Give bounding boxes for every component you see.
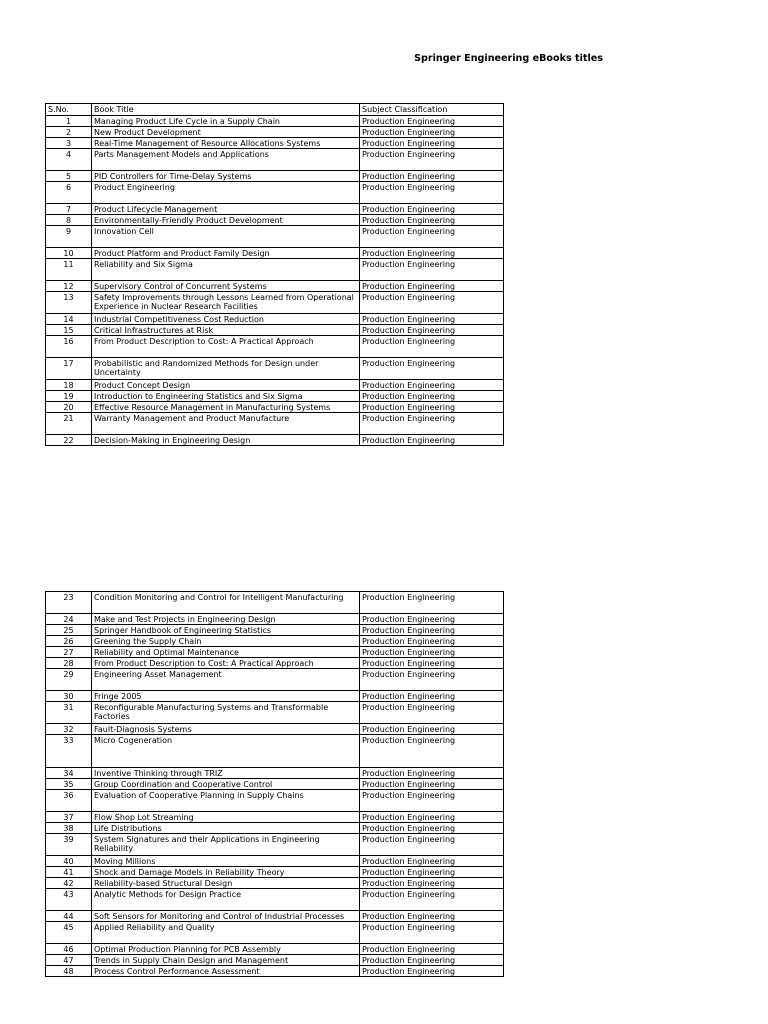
row-book-title: Fault-Diagnosis Systems [92,724,360,734]
row-sno: 20 [45,402,92,412]
row-sno: 21 [45,413,92,434]
row-subject: Production Engineering [360,171,504,181]
table-row [45,944,504,955]
table-row [45,790,504,812]
table-row [45,636,504,647]
row-sno: 31 [45,702,92,723]
row-sno: 24 [45,614,92,624]
row-subject: Production Engineering [360,116,504,126]
table-row [45,823,504,834]
table-row [45,435,504,446]
table-row [45,691,504,702]
row-subject: Production Engineering [360,592,504,613]
row-book-title: Life Distributions [92,823,360,833]
row-book-title: Reliability and Six Sigma [92,259,360,280]
row-book-title: System Signatures and their Applications in Engineering Reliability [92,834,360,855]
table-header-row [45,104,504,116]
row-book-title: Probabilistic and Randomized Methods for Design under Uncertainty [92,358,360,379]
row-book-title: PID Controllers for Time-Delay Systems [92,171,360,181]
row-sno: 44 [45,911,92,921]
table-row [45,702,504,724]
row-book-title: Reconfigurable Manufacturing Systems and Transformable Factories [92,702,360,723]
row-subject: Production Engineering [360,391,504,401]
row-book-title: Condition Monitoring and Control for Intelligent Manufacturing [92,592,360,613]
row-sno: 13 [45,292,92,313]
table-row [45,955,504,966]
row-book-title: Group Coordination and Cooperative Control [92,779,360,789]
table-row [45,413,504,435]
row-sno: 27 [45,647,92,657]
row-subject: Production Engineering [360,625,504,635]
table-row [45,735,504,768]
row-book-title: Product Platform and Product Family Design [92,248,360,258]
row-subject: Production Engineering [360,248,504,258]
header-sno: S.No. [45,104,92,115]
table-row [45,812,504,823]
row-sno: 40 [45,856,92,866]
row-book-title: Fringe 2005 [92,691,360,701]
row-sno: 1 [45,116,92,126]
row-book-title: New Product Development [92,127,360,137]
row-subject: Production Engineering [360,691,504,701]
row-book-title: Springer Handbook of Engineering Statistics [92,625,360,635]
row-sno: 25 [45,625,92,635]
row-sno: 18 [45,380,92,390]
row-subject: Production Engineering [360,127,504,137]
row-book-title: Product Engineering [92,182,360,203]
row-subject: Production Engineering [360,259,504,280]
table-row [45,336,504,358]
row-book-title: Flow Shop Lot Streaming [92,812,360,822]
row-subject: Production Engineering [360,215,504,225]
row-subject: Production Engineering [360,281,504,291]
row-subject: Production Engineering [360,204,504,214]
row-sno: 5 [45,171,92,181]
table-row [45,724,504,735]
row-sno: 45 [45,922,92,943]
row-book-title: Make and Test Projects in Engineering Design [92,614,360,624]
row-sno: 39 [45,834,92,855]
row-sno: 34 [45,768,92,778]
table-row [45,658,504,669]
row-subject: Production Engineering [360,922,504,943]
row-book-title: Analytic Methods for Design Practice [92,889,360,910]
header-subject-classification: Subject Classification [360,104,504,115]
row-subject: Production Engineering [360,292,504,313]
row-subject: Production Engineering [360,402,504,412]
row-book-title: Environmentally-Friendly Product Development [92,215,360,225]
page-title [0,53,603,67]
row-subject: Production Engineering [360,614,504,624]
row-book-title: Safety Improvements through Lessons Learned from Operational Experience in Nuclear Research Facilities [92,292,360,313]
row-sno: 35 [45,779,92,789]
table-row [45,391,504,402]
row-book-title: Parts Management Models and Applications [92,149,360,170]
table-row [45,358,504,380]
table-row [45,768,504,779]
row-subject: Production Engineering [360,702,504,723]
row-book-title: Reliability-based Structural Design [92,878,360,888]
row-sno: 33 [45,735,92,767]
row-subject: Production Engineering [360,834,504,855]
row-sno: 14 [45,314,92,324]
row-subject: Production Engineering [360,768,504,778]
row-book-title: Effective Resource Management in Manufacturing Systems [92,402,360,412]
row-sno: 9 [45,226,92,247]
table-row [45,215,504,226]
table-row [45,325,504,336]
row-book-title: Greening the Supply Chain [92,636,360,646]
table-row [45,281,504,292]
row-subject: Production Engineering [360,149,504,170]
row-sno: 47 [45,955,92,965]
table-row [45,138,504,149]
row-book-title: Warranty Management and Product Manufacture [92,413,360,434]
row-subject: Production Engineering [360,779,504,789]
table-row [45,204,504,215]
row-subject: Production Engineering [360,856,504,866]
table-row [45,292,504,314]
table-row [45,647,504,658]
row-sno: 29 [45,669,92,690]
table-row [45,259,504,281]
row-sno: 37 [45,812,92,822]
row-sno: 6 [45,182,92,203]
row-subject: Production Engineering [360,182,504,203]
row-sno: 30 [45,691,92,701]
row-book-title: Innovation Cell [92,226,360,247]
row-sno: 3 [45,138,92,148]
table-row [45,182,504,204]
row-subject: Production Engineering [360,889,504,910]
row-sno: 43 [45,889,92,910]
table-row [45,248,504,259]
row-subject: Production Engineering [360,358,504,379]
row-sno: 41 [45,867,92,877]
table-row [45,834,504,856]
row-sno: 7 [45,204,92,214]
row-book-title: Soft Sensors for Monitoring and Control of Industrial Processes [92,911,360,921]
table-row [45,380,504,391]
row-subject: Production Engineering [360,867,504,877]
table-row [45,911,504,922]
row-sno: 2 [45,127,92,137]
row-subject: Production Engineering [360,138,504,148]
row-subject: Production Engineering [360,647,504,657]
book-table-part-2 [45,591,504,977]
table-row [45,922,504,944]
row-subject: Production Engineering [360,944,504,954]
table-row [45,127,504,138]
row-book-title: Applied Reliability and Quality [92,922,360,943]
row-book-title: Engineering Asset Management [92,669,360,690]
row-subject: Production Engineering [360,966,504,976]
row-sno: 16 [45,336,92,357]
table-row [45,867,504,878]
row-subject: Production Engineering [360,911,504,921]
row-subject: Production Engineering [360,636,504,646]
row-sno: 38 [45,823,92,833]
row-sno: 26 [45,636,92,646]
row-book-title: Inventive Thinking through TRIZ [92,768,360,778]
row-book-title: Real-Time Management of Resource Allocations Systems [92,138,360,148]
row-subject: Production Engineering [360,823,504,833]
row-sno: 8 [45,215,92,225]
row-subject: Production Engineering [360,325,504,335]
table-row [45,779,504,790]
row-book-title: Optimal Production Planning for PCB Assembly [92,944,360,954]
row-sno: 32 [45,724,92,734]
table-row [45,402,504,413]
row-book-title: Product Lifecycle Management [92,204,360,214]
row-sno: 17 [45,358,92,379]
row-subject: Production Engineering [360,812,504,822]
row-sno: 46 [45,944,92,954]
table-row [45,889,504,911]
row-book-title: From Product Description to Cost: A Practical Approach [92,336,360,357]
row-book-title: Introduction to Engineering Statistics and Six Sigma [92,391,360,401]
row-sno: 19 [45,391,92,401]
table-row [45,592,504,614]
table-row [45,116,504,127]
table-row [45,625,504,636]
row-sno: 48 [45,966,92,976]
row-book-title: Micro Cogeneration [92,735,360,767]
row-subject: Production Engineering [360,955,504,965]
row-book-title: Managing Product Life Cycle in a Supply Chain [92,116,360,126]
row-sno: 23 [45,592,92,613]
row-book-title: Product Concept Design [92,380,360,390]
row-subject: Production Engineering [360,413,504,434]
table-row [45,878,504,889]
row-book-title: Decision-Making in Engineering Design [92,435,360,445]
row-subject: Production Engineering [360,226,504,247]
row-subject: Production Engineering [360,336,504,357]
row-subject: Production Engineering [360,658,504,668]
table-row [45,669,504,691]
row-sno: 42 [45,878,92,888]
row-subject: Production Engineering [360,724,504,734]
table-row [45,966,504,977]
row-subject: Production Engineering [360,669,504,690]
row-book-title: Critical Infrastructures at Risk [92,325,360,335]
row-book-title: Trends in Supply Chain Design and Management [92,955,360,965]
row-book-title: Process Control Performance Assessment [92,966,360,976]
table-row [45,171,504,182]
row-sno: 10 [45,248,92,258]
row-subject: Production Engineering [360,380,504,390]
row-subject: Production Engineering [360,435,504,445]
book-table-part-1 [45,103,504,446]
row-book-title: From Product Description to Cost: A Practical Approach [92,658,360,668]
table-row [45,149,504,171]
table-row [45,314,504,325]
table-row [45,226,504,248]
row-book-title: Industrial Competitiveness Cost Reduction [92,314,360,324]
row-sno: 11 [45,259,92,280]
table-row [45,614,504,625]
row-book-title: Moving Millions [92,856,360,866]
row-sno: 12 [45,281,92,291]
row-subject: Production Engineering [360,735,504,767]
row-subject: Production Engineering [360,314,504,324]
row-sno: 22 [45,435,92,445]
table-row [45,856,504,867]
row-book-title: Supervisory Control of Concurrent Systems [92,281,360,291]
row-book-title: Shock and Damage Models in Reliability Theory [92,867,360,877]
row-sno: 4 [45,149,92,170]
row-subject: Production Engineering [360,790,504,811]
row-sno: 28 [45,658,92,668]
page-title-text: Springer Engineering eBooks titles [414,53,603,64]
row-book-title: Reliability and Optimal Maintenance [92,647,360,657]
row-book-title: Evaluation of Cooperative Planning in Supply Chains [92,790,360,811]
row-sno: 15 [45,325,92,335]
header-book-title: Book Title [92,104,360,115]
row-subject: Production Engineering [360,878,504,888]
row-sno: 36 [45,790,92,811]
